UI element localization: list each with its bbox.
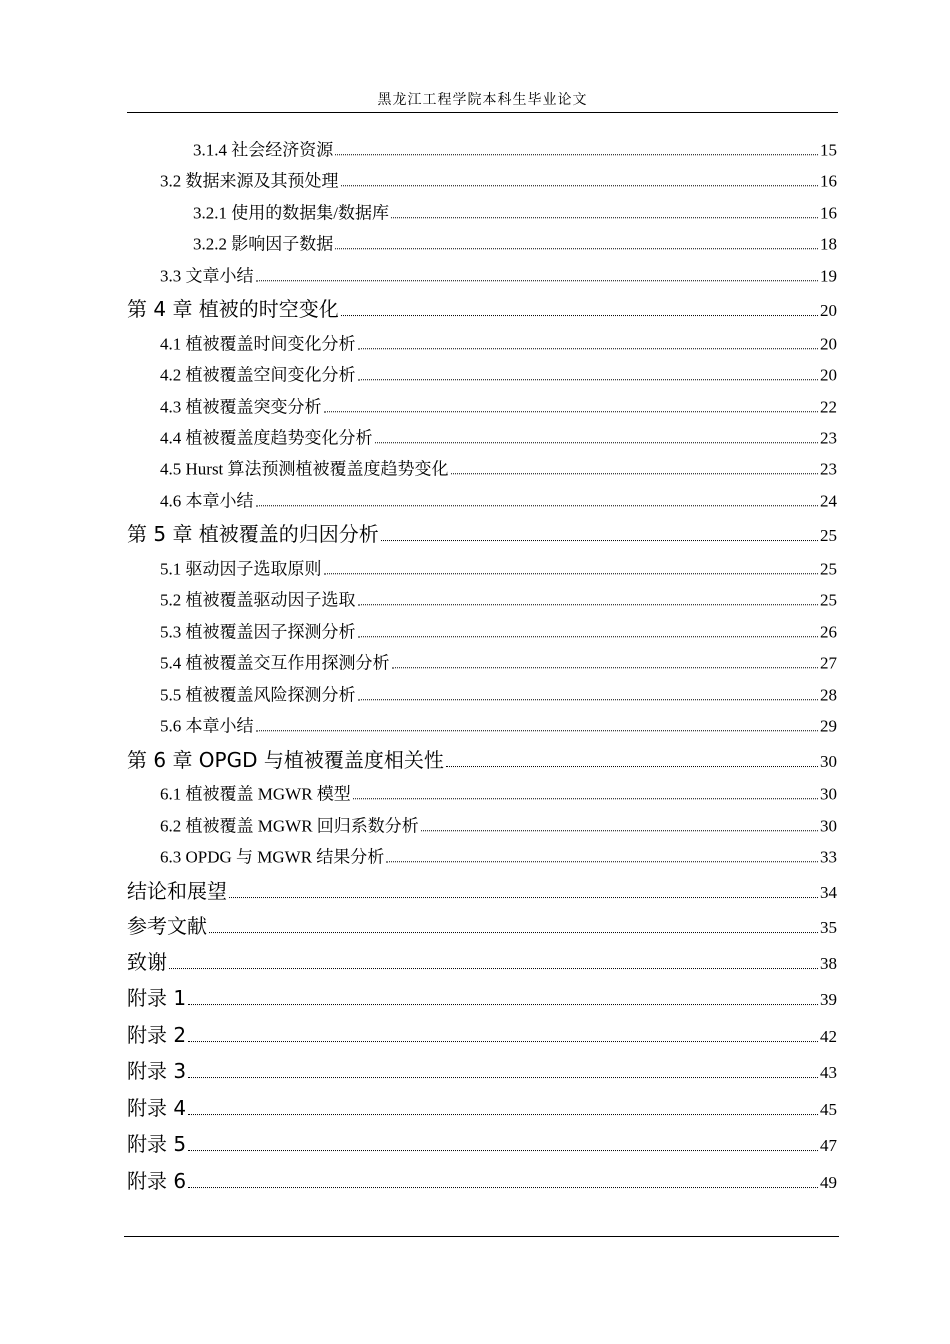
toc-entry-page: 23	[820, 428, 837, 448]
toc-entry-title: 4.6 本章小结	[160, 491, 254, 511]
toc-leader	[341, 314, 818, 316]
toc-entry-page: 30	[820, 784, 837, 804]
toc-chapter-entry[interactable]	[127, 1128, 837, 1157]
toc-chapter-entry[interactable]	[127, 1055, 837, 1084]
toc-entry-page: 49	[820, 1173, 837, 1193]
toc-entry-title: 5.4 植被覆盖交互作用探测分析	[160, 653, 390, 673]
toc-entry-page: 45	[820, 1100, 837, 1120]
toc-entry-page: 18	[820, 234, 837, 254]
toc-entry-page: 19	[820, 266, 837, 286]
toc-chapter-entry[interactable]	[127, 1019, 837, 1048]
toc-entry-title: 第 6 章 OPGD 与植被覆盖度相关性	[127, 748, 444, 773]
toc-entry-page: 16	[820, 171, 837, 191]
toc-entry-title: 致谢	[127, 950, 167, 975]
toc-leader	[358, 347, 819, 349]
toc-leader	[335, 153, 818, 155]
toc-leader	[421, 829, 818, 831]
toc-entry-page: 26	[820, 622, 837, 642]
toc-entry-title: 3.2.2 影响因子数据	[193, 234, 334, 254]
toc-entry-page: 34	[820, 883, 837, 903]
toc-entry[interactable]	[193, 229, 837, 254]
toc-entry-title: 6.3 OPDG 与 MGWR 结果分析	[160, 847, 385, 867]
toc-leader	[256, 729, 819, 731]
toc-entry-page: 15	[820, 140, 837, 160]
toc-leader	[381, 539, 818, 541]
toc-entry-page: 20	[820, 365, 837, 385]
toc-entry[interactable]	[160, 360, 837, 385]
footer-rule	[124, 1236, 839, 1237]
toc-entry-title: 6.2 植被覆盖 MGWR 回归系数分析	[160, 816, 419, 836]
toc-entry[interactable]	[160, 711, 837, 736]
toc-entry-title: 第 5 章 植被覆盖的归因分析	[127, 522, 379, 547]
toc-entry-page: 25	[820, 590, 837, 610]
toc-chapter-entry[interactable]	[127, 744, 837, 773]
toc-chapter-entry[interactable]	[127, 910, 837, 939]
toc-entry-page: 20	[820, 334, 837, 354]
toc-entry-title: 结论和展望	[127, 879, 227, 904]
toc-entry-title: 5.3 植被覆盖因子探测分析	[160, 622, 356, 642]
toc-leader	[256, 279, 819, 281]
toc-entry[interactable]	[160, 329, 837, 354]
toc-chapter-entry[interactable]	[127, 1165, 837, 1194]
toc-entry-title: 第 4 章 植被的时空变化	[127, 297, 339, 322]
toc-entry-title: 3.2.1 使用的数据集/数据库	[193, 203, 389, 223]
toc-chapter-entry[interactable]	[127, 875, 837, 904]
toc-entry[interactable]	[160, 842, 837, 867]
toc-leader	[256, 504, 819, 506]
toc-entry-page: 38	[820, 954, 837, 974]
toc-entry-page: 29	[820, 716, 837, 736]
toc-leader	[188, 1186, 818, 1188]
toc-entry-title: 附录 2	[127, 1023, 187, 1048]
toc-entry-title: 4.2 植被覆盖空间变化分析	[160, 365, 356, 385]
toc-entry-page: 25	[820, 559, 837, 579]
toc-entry-title: 5.6 本章小结	[160, 716, 254, 736]
toc-chapter-entry[interactable]	[127, 982, 837, 1011]
toc-leader	[375, 441, 819, 443]
toc-entry-title: 6.1 植被覆盖 MGWR 模型	[160, 784, 351, 804]
toc-entry[interactable]	[160, 811, 837, 836]
toc-entry[interactable]	[160, 454, 837, 479]
toc-entry-title: 参考文献	[127, 914, 207, 939]
toc-entry-page: 22	[820, 397, 837, 417]
toc-chapter-entry[interactable]	[127, 946, 837, 975]
toc-entry[interactable]	[160, 617, 837, 642]
toc-leader	[358, 635, 819, 637]
toc-entry-page: 16	[820, 203, 837, 223]
toc-entry[interactable]	[193, 135, 837, 160]
toc-entry-title: 4.3 植被覆盖突变分析	[160, 397, 322, 417]
toc-chapter-entry[interactable]	[127, 293, 837, 322]
toc-entry-title: 5.1 驱动因子选取原则	[160, 559, 322, 579]
toc-leader	[229, 896, 818, 898]
toc-entry-title: 4.1 植被覆盖时间变化分析	[160, 334, 356, 354]
toc-entry[interactable]	[160, 423, 837, 448]
toc-entry[interactable]	[160, 648, 837, 673]
toc-entry-title: 5.5 植被覆盖风险探测分析	[160, 685, 356, 705]
toc-entry-page: 33	[820, 847, 837, 867]
toc-leader	[341, 184, 819, 186]
toc-leader	[358, 698, 819, 700]
toc-entry-page: 39	[820, 990, 837, 1010]
toc-entry-title: 4.4 植被覆盖度趋势变化分析	[160, 428, 373, 448]
toc-leader	[386, 860, 818, 862]
toc-entry-page: 20	[820, 301, 837, 321]
toc-entry-page: 30	[820, 752, 837, 772]
page-header: 黑龙江工程学院本科生毕业论文	[377, 93, 588, 108]
toc-entry-title: 3.2 数据来源及其预处理	[160, 171, 339, 191]
toc-leader	[451, 472, 818, 474]
toc-entry[interactable]	[160, 486, 837, 511]
toc-leader	[391, 216, 818, 218]
toc-entry-page: 30	[820, 816, 837, 836]
toc-entry-title: 附录 6	[127, 1169, 187, 1194]
toc-entry[interactable]	[160, 392, 837, 417]
toc-entry[interactable]	[160, 261, 837, 286]
toc-entry-page: 43	[820, 1063, 837, 1083]
toc-leader	[324, 572, 819, 574]
toc-entry-page: 24	[820, 491, 837, 511]
toc-entry-page: 42	[820, 1027, 837, 1047]
toc-leader	[335, 247, 818, 249]
toc-leader	[169, 967, 818, 969]
toc-entry-title: 附录 5	[127, 1132, 187, 1157]
toc-entry[interactable]	[160, 166, 837, 191]
toc-leader	[446, 765, 818, 767]
toc-chapter-entry[interactable]	[127, 518, 837, 547]
toc-chapter-entry[interactable]	[127, 1092, 837, 1121]
toc-entry-title: 3.1.4 社会经济资源	[193, 140, 334, 160]
toc-entry-page: 35	[820, 918, 837, 938]
toc-entry-page: 47	[820, 1136, 837, 1156]
toc-entry[interactable]	[160, 680, 837, 705]
toc-entry-page: 28	[820, 685, 837, 705]
toc-leader	[188, 1003, 818, 1005]
toc-entry[interactable]	[193, 198, 837, 223]
toc-entry-page: 23	[820, 459, 837, 479]
toc-leader	[392, 666, 819, 668]
toc-leader	[188, 1113, 818, 1115]
toc-entry[interactable]	[160, 585, 837, 610]
toc-entry[interactable]	[160, 554, 837, 579]
toc-leader	[358, 603, 819, 605]
toc-entry-title: 附录 4	[127, 1096, 187, 1121]
toc-leader	[209, 931, 818, 933]
toc-leader	[353, 797, 818, 799]
toc-leader	[188, 1076, 818, 1078]
toc-leader	[188, 1149, 818, 1151]
toc-entry-title: 附录 3	[127, 1059, 187, 1084]
toc-entry-title: 3.3 文章小结	[160, 266, 254, 286]
toc-entry-page: 25	[820, 526, 837, 546]
toc-entry-title: 5.2 植被覆盖驱动因子选取	[160, 590, 356, 610]
toc-leader	[188, 1040, 818, 1042]
toc-leader	[324, 410, 819, 412]
toc-entry-page: 27	[820, 653, 837, 673]
toc-entry-title: 4.5 Hurst 算法预测植被覆盖度趋势变化	[160, 459, 449, 479]
toc-leader	[358, 378, 819, 380]
toc-entry[interactable]	[160, 779, 837, 804]
toc-entry-title: 附录 1	[127, 986, 187, 1011]
